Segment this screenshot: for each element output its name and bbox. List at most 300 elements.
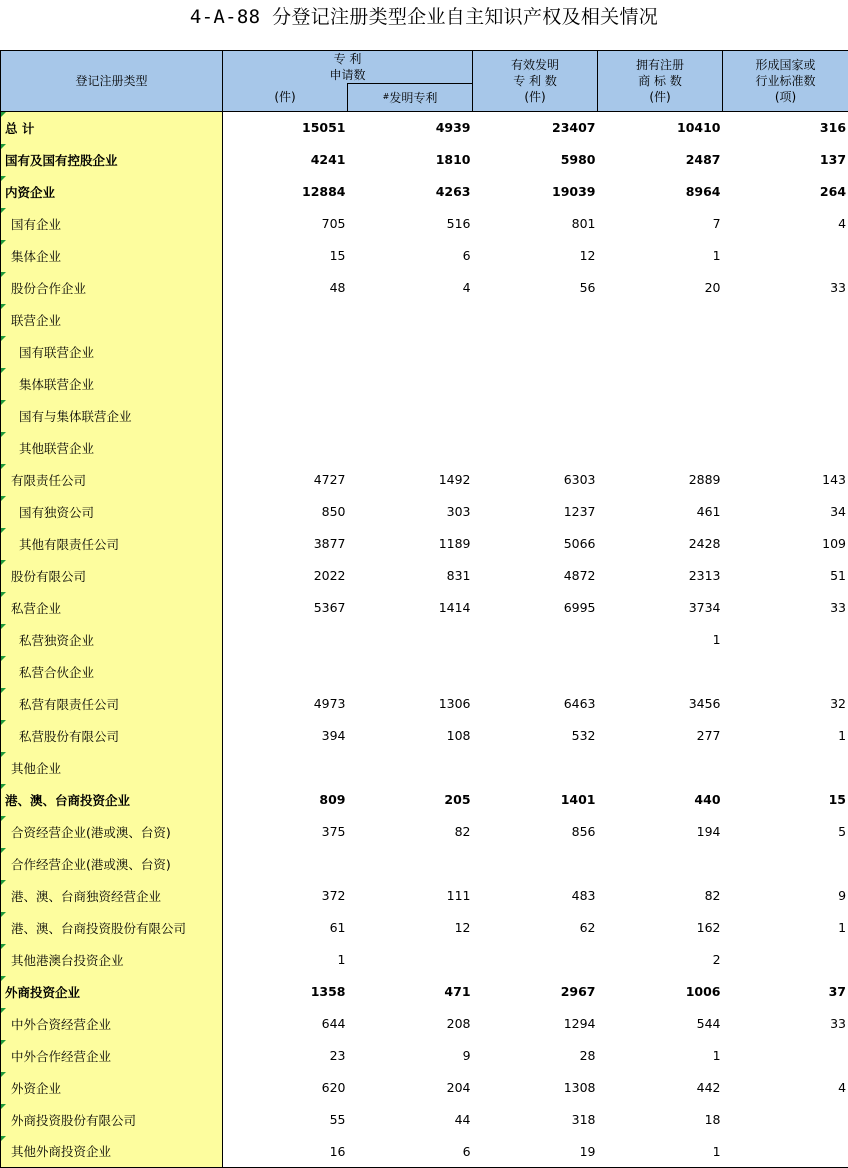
cell-patent-applications: 61 xyxy=(329,920,346,935)
cell-valid-invention-patents: 2967 xyxy=(560,984,596,999)
cell-comment-marker-icon xyxy=(1,112,6,117)
row-label-cell xyxy=(1,1136,223,1168)
row-label-cell xyxy=(1,208,223,240)
cell-registered-trademarks: 18 xyxy=(704,1112,721,1127)
header-registered-trademarks xyxy=(598,51,723,112)
cell-standards xyxy=(723,944,848,976)
cell-valid-invention-patents: 1237 xyxy=(563,504,596,519)
data-table xyxy=(0,50,848,1168)
cell-standards: 143 xyxy=(723,464,848,496)
cell-patent-applications: 375 xyxy=(321,824,346,839)
header-standards xyxy=(723,51,848,112)
row-label-cell xyxy=(1,880,223,912)
cell-patent-applications: 16 xyxy=(223,1136,348,1168)
cell-registered-trademarks xyxy=(598,656,723,688)
cell-standards: 1 xyxy=(723,912,848,944)
row-label: 中外合资经营企业 xyxy=(11,1016,112,1032)
cell-invention-patents: 1189 xyxy=(438,536,471,551)
cell-standards: 137 xyxy=(723,144,848,176)
cell-invention-patents: 12 xyxy=(454,920,471,935)
cell-patent-applications: 55 xyxy=(329,1112,346,1127)
row-label: 合作经营企业(港或澳、台资) xyxy=(11,856,171,872)
table-row xyxy=(1,1136,848,1168)
table-header xyxy=(1,51,848,112)
cell-standards: 32 xyxy=(723,688,848,720)
row-label-cell xyxy=(1,560,223,592)
cell-standards: 33 xyxy=(723,272,848,304)
table-row xyxy=(1,432,848,464)
table-row xyxy=(1,1104,848,1136)
cell-patent-applications: 4241 xyxy=(310,152,346,167)
row-label-cell xyxy=(1,912,223,944)
cell-comment-marker-icon xyxy=(1,848,6,853)
row-label-cell xyxy=(1,816,223,848)
table-row xyxy=(1,112,848,144)
row-label-cell xyxy=(1,336,223,368)
cell-valid-invention-patents: 5066 xyxy=(563,536,596,551)
cell-valid-invention-patents: 532 xyxy=(571,728,596,743)
cell-valid-invention-patents xyxy=(473,656,598,688)
cell-invention-patents: 1492 xyxy=(438,472,471,487)
header-patent-applications-unit: (件) xyxy=(223,84,348,112)
table-row xyxy=(1,656,848,688)
cell-valid-invention-patents: 19 xyxy=(473,1136,598,1168)
cell-registered-trademarks xyxy=(598,336,723,368)
row-label-cell xyxy=(1,752,223,784)
cell-invention-patents: 44 xyxy=(454,1112,471,1127)
row-label: 国有与集体联营企业 xyxy=(19,408,132,424)
table-row xyxy=(1,912,848,944)
table-row xyxy=(1,944,848,976)
cell-invention-patents xyxy=(348,432,473,464)
cell-invention-patents: 1306 xyxy=(438,696,471,711)
cell-patent-applications: 3877 xyxy=(313,536,346,551)
cell-invention-patents: 205 xyxy=(444,792,471,807)
cell-registered-trademarks: 1 xyxy=(712,248,721,263)
cell-comment-marker-icon xyxy=(1,208,6,213)
cell-registered-trademarks: 3734 xyxy=(688,600,721,615)
table-row xyxy=(1,208,848,240)
row-label-cell xyxy=(1,176,223,208)
row-label: 港、澳、台商投资股份有限公司 xyxy=(11,920,187,936)
cell-comment-marker-icon xyxy=(1,272,6,277)
row-label-cell xyxy=(1,304,223,336)
row-label-cell xyxy=(1,272,223,304)
row-label-cell xyxy=(1,1040,223,1072)
cell-valid-invention-patents: 801 xyxy=(571,216,596,231)
table-row xyxy=(1,336,848,368)
header-invention-patents xyxy=(348,84,473,112)
cell-valid-invention-patents xyxy=(473,336,598,368)
header-standards-line3: (项) xyxy=(774,90,797,104)
cell-registered-trademarks xyxy=(598,848,723,880)
cell-invention-patents: 4939 xyxy=(348,112,473,144)
cell-comment-marker-icon xyxy=(1,176,6,181)
table-row xyxy=(1,848,848,880)
header-registered-trademarks-line3: (件) xyxy=(649,90,671,104)
cell-registered-trademarks: 162 xyxy=(696,920,721,935)
cell-standards xyxy=(723,240,848,272)
cell-standards: 1 xyxy=(723,720,848,752)
row-label: 其他有限责任公司 xyxy=(19,536,120,552)
cell-valid-invention-patents: 318 xyxy=(571,1112,596,1127)
row-label: 其他联营企业 xyxy=(19,440,95,456)
cell-comment-marker-icon xyxy=(1,560,6,565)
cell-valid-invention-patents: 62 xyxy=(579,920,596,935)
cell-invention-patents: 1810 xyxy=(435,152,471,167)
row-label: 国有及国有控股企业 xyxy=(5,152,118,168)
cell-invention-patents: 204 xyxy=(446,1080,471,1095)
cell-comment-marker-icon xyxy=(1,336,6,341)
cell-invention-patents: 516 xyxy=(446,216,471,231)
cell-valid-invention-patents xyxy=(473,944,598,976)
cell-comment-marker-icon xyxy=(1,464,6,469)
row-label-cell xyxy=(1,432,223,464)
cell-standards: 34 xyxy=(723,496,848,528)
cell-patent-applications: 4973 xyxy=(313,696,346,711)
cell-registered-trademarks: 2313 xyxy=(688,568,721,583)
row-label: 国有企业 xyxy=(11,216,62,232)
row-label: 集体企业 xyxy=(11,248,62,264)
table-row xyxy=(1,976,848,1008)
cell-patent-applications: 5367 xyxy=(313,600,346,615)
row-label: 总 计 xyxy=(5,120,35,136)
row-label-cell xyxy=(1,1104,223,1136)
cell-patent-applications: 48 xyxy=(329,280,346,295)
row-label-cell xyxy=(1,368,223,400)
row-label-cell xyxy=(1,528,223,560)
cell-standards xyxy=(723,336,848,368)
header-registration-type: 登记注册类型 xyxy=(1,51,223,112)
cell-patent-applications: 15 xyxy=(329,248,346,263)
cell-patent-applications xyxy=(223,432,348,464)
cell-patent-applications xyxy=(223,848,348,880)
cell-invention-patents: 6 xyxy=(462,248,471,263)
row-label: 私营有限责任公司 xyxy=(19,696,120,712)
row-label: 联营企业 xyxy=(11,312,62,328)
cell-patent-applications: 620 xyxy=(321,1080,346,1095)
cell-comment-marker-icon xyxy=(1,1104,6,1109)
row-label-cell xyxy=(1,592,223,624)
row-label-cell xyxy=(1,112,223,144)
cell-valid-invention-patents: 1308 xyxy=(563,1080,596,1095)
cell-invention-patents xyxy=(348,304,473,336)
row-label-cell xyxy=(1,144,223,176)
cell-comment-marker-icon xyxy=(1,432,6,437)
cell-invention-patents xyxy=(348,656,473,688)
row-label-cell xyxy=(1,624,223,656)
cell-standards: 5 xyxy=(723,816,848,848)
cell-registered-trademarks: 440 xyxy=(694,792,721,807)
cell-standards: 15 xyxy=(723,784,848,816)
cell-standards xyxy=(723,304,848,336)
cell-invention-patents xyxy=(348,848,473,880)
header-invention-patents-mark: # xyxy=(382,91,390,101)
header-invention-patents-label: 发明专利 xyxy=(389,90,438,105)
table-row xyxy=(1,144,848,176)
cell-standards xyxy=(723,432,848,464)
cell-standards: 109 xyxy=(723,528,848,560)
cell-comment-marker-icon xyxy=(1,1008,6,1013)
cell-comment-marker-icon xyxy=(1,496,6,501)
cell-patent-applications: 23 xyxy=(329,1048,346,1063)
cell-patent-applications: 372 xyxy=(321,888,346,903)
cell-invention-patents: 111 xyxy=(446,888,471,903)
cell-comment-marker-icon xyxy=(1,720,6,725)
row-label: 有限责任公司 xyxy=(11,472,87,488)
cell-registered-trademarks: 2889 xyxy=(688,472,721,487)
cell-registered-trademarks: 2428 xyxy=(688,536,721,551)
row-label: 中外合作经营企业 xyxy=(11,1048,112,1064)
cell-patent-applications: 394 xyxy=(321,728,346,743)
cell-invention-patents: 1414 xyxy=(438,600,471,615)
header-valid-invention-patents-line2: 专 利 数 xyxy=(513,74,557,88)
header-valid-invention-patents-line1: 有效发明 xyxy=(511,58,560,72)
table-row xyxy=(1,592,848,624)
row-label: 私营独资企业 xyxy=(19,632,95,648)
cell-valid-invention-patents: 483 xyxy=(571,888,596,903)
cell-standards: 9 xyxy=(723,880,848,912)
header-standards-line2: 行业标准数 xyxy=(755,74,816,88)
cell-registered-trademarks xyxy=(598,752,723,784)
cell-standards xyxy=(723,624,848,656)
cell-comment-marker-icon xyxy=(1,144,6,149)
row-label: 内资企业 xyxy=(5,184,56,200)
cell-valid-invention-patents: 856 xyxy=(571,824,596,839)
cell-comment-marker-icon xyxy=(1,688,6,693)
row-label: 国有独资公司 xyxy=(19,504,95,520)
cell-patent-applications: 809 xyxy=(319,792,346,807)
cell-patent-applications xyxy=(223,656,348,688)
cell-standards: 316 xyxy=(723,112,848,144)
cell-registered-trademarks: 10410 xyxy=(598,112,723,144)
cell-patent-applications: 1 xyxy=(337,952,346,967)
cell-invention-patents xyxy=(348,624,473,656)
cell-comment-marker-icon xyxy=(1,912,6,917)
row-label-cell xyxy=(1,1072,223,1104)
cell-invention-patents: 208 xyxy=(446,1016,471,1031)
cell-registered-trademarks xyxy=(598,400,723,432)
table-row xyxy=(1,688,848,720)
cell-registered-trademarks: 20 xyxy=(704,280,721,295)
row-label-cell xyxy=(1,240,223,272)
cell-valid-invention-patents: 6303 xyxy=(563,472,596,487)
row-label-cell xyxy=(1,688,223,720)
header-registered-trademarks-line2: 商 标 数 xyxy=(638,74,682,88)
cell-comment-marker-icon xyxy=(1,880,6,885)
cell-registered-trademarks: 1 xyxy=(712,632,721,647)
table-row xyxy=(1,560,848,592)
cell-standards xyxy=(723,656,848,688)
cell-standards xyxy=(723,848,848,880)
cell-patent-applications: 1358 xyxy=(310,984,346,999)
cell-patent-applications: 15051 xyxy=(223,112,348,144)
cell-valid-invention-patents: 6995 xyxy=(563,600,596,615)
cell-patent-applications xyxy=(223,304,348,336)
header-patent-applications-line2: 申请数 xyxy=(329,68,366,82)
cell-registered-trademarks: 544 xyxy=(696,1016,721,1031)
cell-standards: 264 xyxy=(723,176,848,208)
cell-valid-invention-patents xyxy=(473,624,598,656)
cell-valid-invention-patents: 6463 xyxy=(563,696,596,711)
cell-registered-trademarks: 1 xyxy=(598,1136,723,1168)
cell-comment-marker-icon xyxy=(1,304,6,309)
row-label-cell xyxy=(1,848,223,880)
cell-registered-trademarks: 277 xyxy=(696,728,721,743)
cell-registered-trademarks xyxy=(598,368,723,400)
row-label: 私营合伙企业 xyxy=(19,664,95,680)
row-label-cell xyxy=(1,496,223,528)
cell-standards: 33 xyxy=(723,592,848,624)
row-label: 外商投资企业 xyxy=(5,984,81,1000)
row-label-cell xyxy=(1,400,223,432)
cell-comment-marker-icon xyxy=(1,784,6,789)
cell-invention-patents: 108 xyxy=(446,728,471,743)
row-label-cell xyxy=(1,976,223,1008)
cell-valid-invention-patents xyxy=(473,304,598,336)
table-body xyxy=(1,112,848,1168)
cell-valid-invention-patents xyxy=(473,400,598,432)
cell-standards xyxy=(723,400,848,432)
cell-registered-trademarks xyxy=(598,432,723,464)
cell-invention-patents: 4 xyxy=(462,280,471,295)
cell-standards: 33 xyxy=(723,1008,848,1040)
row-label: 私营股份有限公司 xyxy=(19,728,120,744)
cell-patent-applications xyxy=(223,624,348,656)
row-label-cell xyxy=(1,720,223,752)
cell-registered-trademarks: 1006 xyxy=(685,984,721,999)
cell-standards xyxy=(723,1136,848,1168)
cell-standards xyxy=(723,1104,848,1136)
table-row xyxy=(1,816,848,848)
page-title: 4-A-88 分登记注册类型企业自主知识产权及相关情况 xyxy=(189,6,659,28)
cell-patent-applications xyxy=(223,368,348,400)
cell-registered-trademarks: 442 xyxy=(696,1080,721,1095)
cell-comment-marker-icon xyxy=(1,1040,6,1045)
cell-invention-patents xyxy=(348,752,473,784)
cell-invention-patents xyxy=(348,944,473,976)
cell-invention-patents: 82 xyxy=(454,824,471,839)
cell-invention-patents: 471 xyxy=(444,984,471,999)
cell-standards xyxy=(723,1040,848,1072)
header-patent-applications xyxy=(223,51,473,84)
cell-standards: 37 xyxy=(723,976,848,1008)
table-row xyxy=(1,528,848,560)
cell-comment-marker-icon xyxy=(1,1136,6,1141)
row-label: 股份合作企业 xyxy=(11,280,87,296)
cell-patent-applications xyxy=(223,400,348,432)
row-label: 集体联营企业 xyxy=(19,376,95,392)
cell-valid-invention-patents xyxy=(473,368,598,400)
cell-valid-invention-patents: 19039 xyxy=(552,184,596,199)
cell-invention-patents: 303 xyxy=(446,504,471,519)
cell-valid-invention-patents: 12 xyxy=(579,248,596,263)
row-label-cell xyxy=(1,944,223,976)
cell-patent-applications xyxy=(223,752,348,784)
cell-comment-marker-icon xyxy=(1,400,6,405)
cell-registered-trademarks: 3456 xyxy=(688,696,721,711)
row-label: 其他港澳台投资企业 xyxy=(11,952,124,968)
cell-comment-marker-icon xyxy=(1,944,6,949)
cell-valid-invention-patents xyxy=(473,848,598,880)
cell-standards: 4 xyxy=(723,1072,848,1104)
cell-patent-applications: 12884 xyxy=(302,184,346,199)
row-label: 私营企业 xyxy=(11,600,62,616)
cell-comment-marker-icon xyxy=(1,240,6,245)
cell-patent-applications: 705 xyxy=(321,216,346,231)
table-row xyxy=(1,624,848,656)
table-row xyxy=(1,272,848,304)
cell-patent-applications: 850 xyxy=(321,504,346,519)
row-label: 合资经营企业(港或澳、台资) xyxy=(11,824,171,840)
row-label: 其他企业 xyxy=(11,760,62,776)
cell-registered-trademarks: 1 xyxy=(712,1048,721,1063)
table-row xyxy=(1,176,848,208)
header-patent-applications-line1: 专 利 xyxy=(333,52,362,66)
cell-registered-trademarks: 461 xyxy=(696,504,721,519)
row-label: 国有联营企业 xyxy=(19,344,95,360)
cell-valid-invention-patents: 1294 xyxy=(563,1016,596,1031)
header-valid-invention-patents-line3: (件) xyxy=(524,90,546,104)
cell-standards xyxy=(723,752,848,784)
row-label: 其他外商投资企业 xyxy=(11,1144,112,1160)
cell-invention-patents: 831 xyxy=(446,568,471,583)
cell-registered-trademarks: 7 xyxy=(712,216,721,231)
table-row xyxy=(1,1040,848,1072)
cell-standards: 51 xyxy=(723,560,848,592)
cell-valid-invention-patents: 1401 xyxy=(560,792,596,807)
row-label: 港、澳、台商投资企业 xyxy=(5,792,131,808)
cell-registered-trademarks xyxy=(598,304,723,336)
table-row xyxy=(1,752,848,784)
table-row xyxy=(1,1072,848,1104)
table-row xyxy=(1,368,848,400)
cell-valid-invention-patents xyxy=(473,432,598,464)
cell-comment-marker-icon xyxy=(1,816,6,821)
table-row xyxy=(1,240,848,272)
table-row xyxy=(1,720,848,752)
table-row xyxy=(1,464,848,496)
cell-valid-invention-patents: 4872 xyxy=(563,568,596,583)
row-label-cell xyxy=(1,656,223,688)
cell-standards xyxy=(723,368,848,400)
row-label: 外商投资股份有限公司 xyxy=(11,1112,137,1128)
cell-patent-applications: 4727 xyxy=(313,472,346,487)
cell-valid-invention-patents: 56 xyxy=(579,280,596,295)
cell-valid-invention-patents: 5980 xyxy=(560,152,596,167)
cell-registered-trademarks: 8964 xyxy=(685,184,721,199)
cell-registered-trademarks: 2487 xyxy=(685,152,721,167)
row-label: 港、澳、台商独资经营企业 xyxy=(11,888,162,904)
cell-invention-patents: 9 xyxy=(462,1048,471,1063)
row-label-cell xyxy=(1,464,223,496)
cell-comment-marker-icon xyxy=(1,752,6,757)
cell-invention-patents xyxy=(348,368,473,400)
cell-comment-marker-icon xyxy=(1,528,6,533)
cell-comment-marker-icon xyxy=(1,976,6,981)
cell-valid-invention-patents xyxy=(473,752,598,784)
cell-invention-patents xyxy=(348,336,473,368)
cell-valid-invention-patents: 28 xyxy=(579,1048,596,1063)
cell-patent-applications: 2022 xyxy=(313,568,346,583)
cell-registered-trademarks: 194 xyxy=(696,824,721,839)
row-label: 股份有限公司 xyxy=(11,568,87,584)
cell-standards: 4 xyxy=(723,208,848,240)
row-label-cell xyxy=(1,784,223,816)
cell-patent-applications xyxy=(223,336,348,368)
cell-patent-applications: 644 xyxy=(321,1016,346,1031)
table-row xyxy=(1,304,848,336)
